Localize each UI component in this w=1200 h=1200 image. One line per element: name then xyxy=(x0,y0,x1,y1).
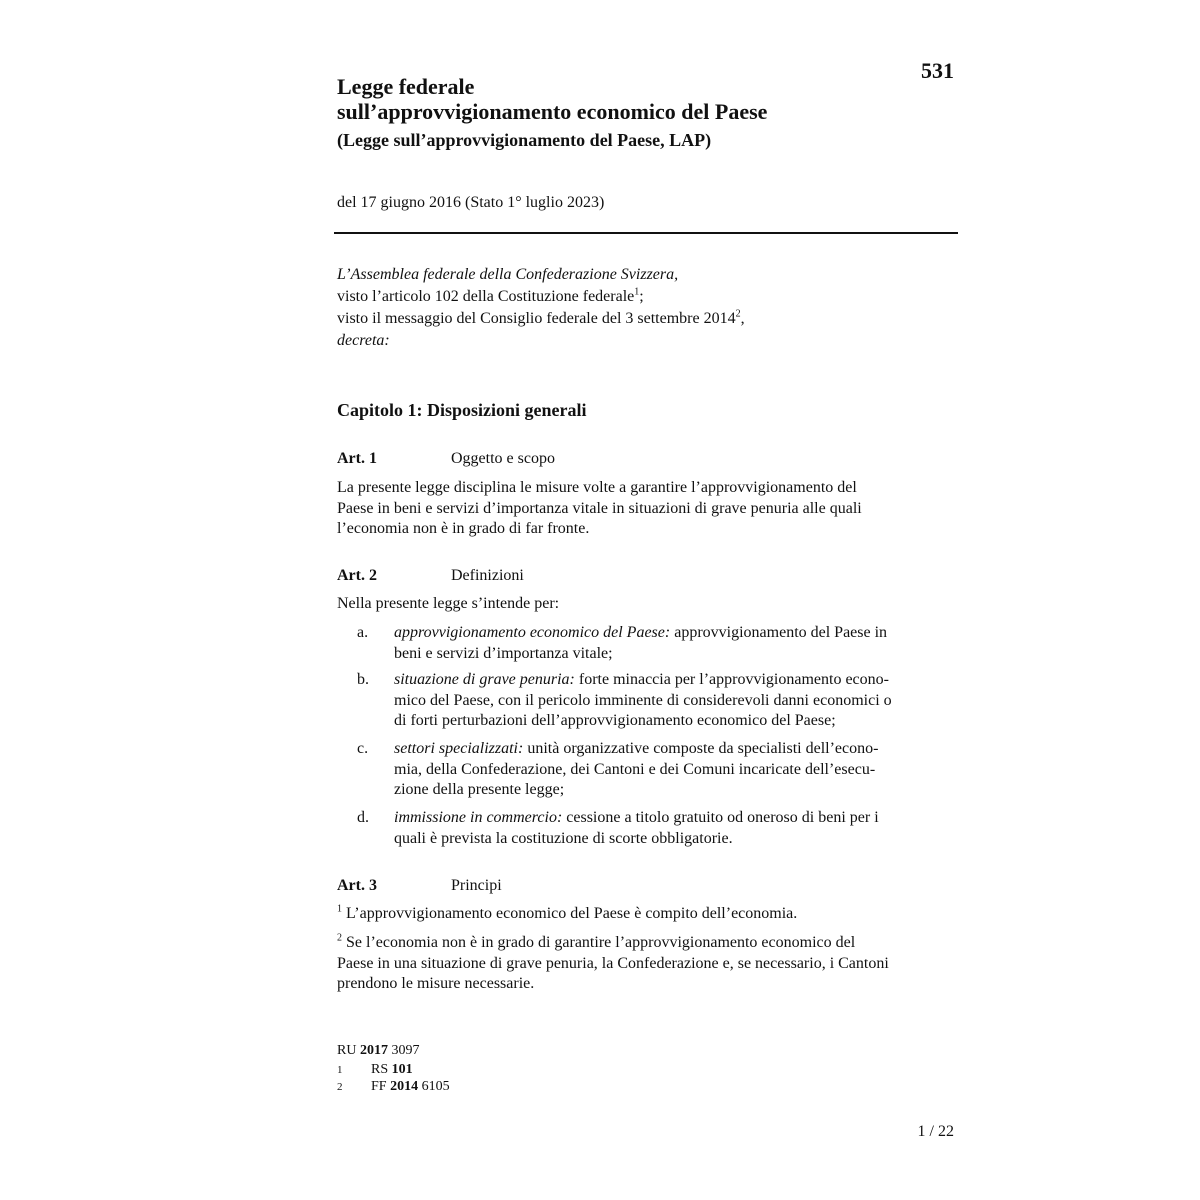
footnote-2: 2 FF 2014 6105 xyxy=(337,1079,450,1094)
art-2-number: Art. 2 xyxy=(337,567,377,584)
art-1-text: La presente legge disciplina le misure volte a garantire l’approvvigionamento del Paese in beni e servizi d’importanza vitale in situazioni di grave penuria alle quali l’economia non è in grado di far fronte. xyxy=(337,479,862,537)
preamble xyxy=(337,264,957,352)
art-3-paragraph-2: $^2$ Se l’economia non è in grado di garantire l’approvvigionamento economico del Paese in una situazione di grave penuria, la Confederazione e, se necessario, i Cantoni prendono le misure necessarie. xyxy=(337,932,889,992)
art-2-title: Definizioni xyxy=(451,567,524,584)
footnote-ref-1[interactable]: 1 xyxy=(634,286,640,298)
art-1-title: Oggetto e scopo xyxy=(451,450,555,467)
preamble-basis-1: visto l’articolo 102 della Costituzione federale$^1$; xyxy=(337,286,644,305)
art-1-heading xyxy=(337,448,957,470)
sr-number: 531 xyxy=(921,58,954,83)
preamble-basis-2: visto il messaggio del Consiglio federale del 3 settembre 2014$^2$, xyxy=(337,308,745,327)
art-3-title: Principi xyxy=(451,877,502,894)
art-2-heading xyxy=(337,565,957,587)
footnote-1: 1 RS 101 xyxy=(337,1062,413,1077)
page-number: 1 / 22 xyxy=(917,1123,954,1140)
preamble-issuer: L’Assemblea federale della Confederazione Svizzera, xyxy=(337,266,679,283)
preamble-decree: decreta: xyxy=(337,332,390,349)
enactment-date: del 17 giugno 2016 (Stato 1° luglio 2023) xyxy=(337,194,605,211)
header-divider xyxy=(334,232,958,234)
title-line-2: sull’approvvigionamento economico del Paese xyxy=(337,99,768,124)
title-line-1: Legge federale xyxy=(337,74,475,99)
document-page: 531 Legge federale sull’approvvigionamento economico del Paese (Legge sull’approvvigionamento del Paese, LAP) del 17 giugno 2016 (Stato 1° luglio 2023) L’Assemblea federale della Confederazione Svizzera, visto l’articolo 102 della Costituzione federale$^1$; visto il messaggio del Consiglio federale del 3 settembre 2014$^2$, decreta: Capitolo 1: Disposizioni generali Art. 1 Oggetto e scopo La presente legge disciplina le misure volte a garantire l’approvvigionamento del Paese in beni e servizi d’importanza vitale in situazioni di grave penuria alle quali l’economia non è in grado di far fronte. Art. 2 Definizioni Nella presente legge s’intende per: a. approvvigionamento economico del Paese: approvvigionamento del Paese in beni e servizi d’importanza vitale; b. situazione di grave penuria: forte minaccia per l’approvvigionamento econo- mico del Paese, con il pericolo imminente di considerevoli danni economici o di forti perturbazioni dell’approvvigionamento economico del Paese; c. settori specializzati: unità organizzative composte da specialisti dell’econo- mia, della Confederazione, dei Cantoni e dei Comuni incaricate dell’esecu- zione della presente legge; d. immissione in commercio: cessione a titolo gratuito od oneroso di beni per i quali è prevista la costituzione di scorte obbligatorie. Art. 3 Principi $^1$ L’approvvigionamento economico del Paese è compito dell’economia. $^2$ Se l’economia non è in grado di garantire l’approvvigionamento economico del Paese in una situazione di grave penuria, la Confederazione e, se necessario, i Cantoni prendono le misure necessarie. RU 2017 3097 1 RS 101 2 FF 2014 6105 1 / 22 xyxy=(0,0,1200,1200)
art-2-intro: Nella presente legge s’intende per: xyxy=(337,595,560,612)
short-title: (Legge sull’approvvigionamento del Paese, LAP) xyxy=(337,130,712,150)
footnote-ref-2[interactable]: 2 xyxy=(735,308,741,320)
art-3-number: Art. 3 xyxy=(337,877,377,894)
art-1-number: Art. 1 xyxy=(337,450,377,467)
page-title xyxy=(337,74,877,124)
art-3-paragraph-1: $^1$ L’approvvigionamento economico del Paese è compito dell’economia. xyxy=(337,903,798,922)
art-3-heading xyxy=(337,875,957,897)
chapter-heading: Capitolo 1: Disposizioni generali xyxy=(337,400,587,420)
official-compilation-reference: RU 2017 3097 xyxy=(337,1043,420,1058)
